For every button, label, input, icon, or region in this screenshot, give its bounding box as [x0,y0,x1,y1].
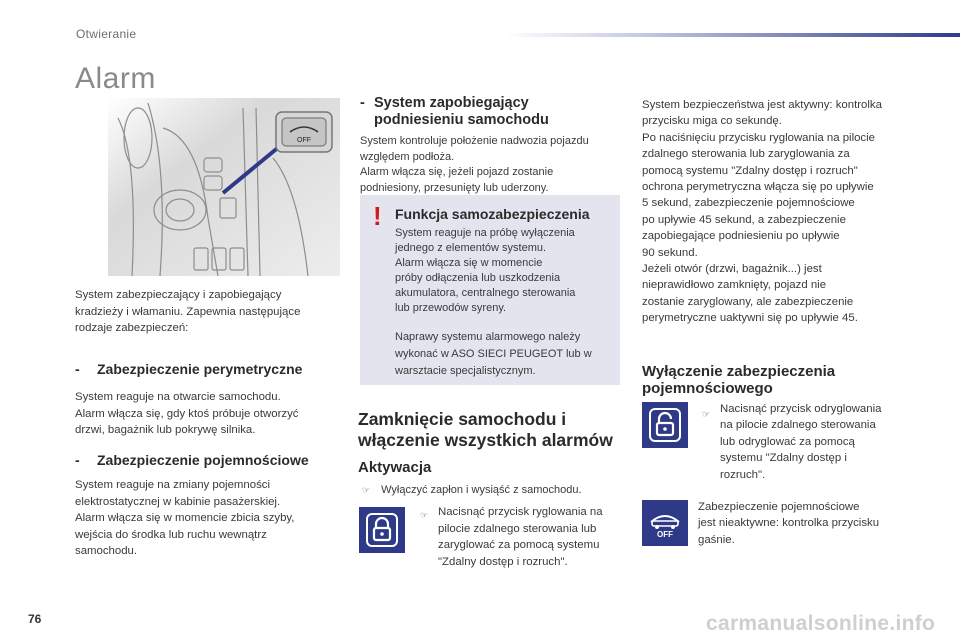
section-label: Otwieranie [76,27,137,41]
activation-step-2: Nacisnąć przycisk ryglowania na pilocie zdalnego sterowania lub zaryglować za pomocą systemu "Zdalny dostęp i rozruch". [438,506,603,568]
autoprotect-repair-text: Naprawy systemu alarmowego należy wykonać w ASO SIECI PEUGEOT lub w warsztacie specjalistycznym. [395,331,592,377]
step-bullet-icon: ☞ [702,409,711,419]
intro-text: System zabezpieczający i zapobiegający kradzieży i włamaniu. Zapewnia następujące rodzaje zabezpieczeń: [75,289,301,334]
step-bullet-icon: ☞ [420,510,429,520]
lock-icon [365,512,399,548]
watermark: carmanualsonline.info [706,612,936,635]
warning-icon: ! [373,201,382,231]
autoprotect-text: System reaguje na próbę wyłączenia jednego z elementów systemu. Alarm włącza się w momencie próby odłączenia lub uszkodzenia akumulatora, centralnego sterowania lub przewodów syreny. [395,227,576,314]
locking-heading: Zamknięcie samochodu i włączenie wszystkich alarmów [358,409,613,450]
page-title: Alarm [75,62,156,95]
tilt-text: System kontroluje położenie nadwozia pojazdu względem podłoża. Alarm włącza się, jeżeli pojazd zostanie podniesiony, przesunięty lub uderzony. [360,135,589,194]
disable-note: Zabezpieczenie pojemnościowe jest nieaktywne: kontrolka przycisku gaśnie. [698,501,880,546]
perimeter-text: System reaguje na otwarcie samochodu. Alarm włącza się, gdy ktoś próbuje otworzyć drzwi, bagażnik lub pokrywę silnika. [75,391,299,436]
header-bar [504,33,960,37]
lock-button-icon [359,507,405,553]
unlock-icon [648,407,682,443]
tilt-heading: - System zapobiegający podniesieniu samochodu [360,95,549,128]
activation-heading: Aktywacja [358,459,432,476]
volumetric-text: System reaguje na zmiany pojemności elektrostatycznej w kabinie pasażerskiej. Alarm włącza się w momencie zbicia szyby, wejścia do środka lub ruchu wewnątrz samochodu. [75,479,295,557]
autoprotect-heading: Funkcja samozabezpieczenia [395,206,590,222]
activation-step-1: ☞ Wyłączyć zapłon i wysiąść z samochodu. [362,484,582,496]
off-button-icon [642,500,688,546]
page-number: 76 [28,612,42,626]
status-text: System bezpieczeństwa jest aktywny: kontrolka przycisku miga co sekundę. Po naciśnięciu przycisku ryglowania na pilocie zdalnego sterowania lub zaryglowania za pomocą systemu "Zdalny dostęp i rozruch" ochrona perymetryczna włącza się po upływie 5 sekund, zabezpieczenie pojemnościowe po upływie 45 sekund, a zabezpieczenie zapobiegające podniesieniu po upływie 90 sekund. Jeżeli otwór (drzwi, bagażnik...) jest nieprawidłowo zamknięty, pojazd nie zostanie zaryglowany, ale zabezpieczenie perymetryczne uaktywni się po upływie 45. [642,99,882,325]
unlock-button-icon [642,402,688,448]
off-label: OFF [657,530,673,539]
console-illustration [108,98,340,276]
console-photo [108,98,340,276]
step-bullet-icon: ☞ [362,485,371,495]
car-off-icon [645,506,685,540]
perimeter-heading: - Zabezpieczenie perymetryczne [75,361,303,377]
volumetric-heading: - Zabezpieczenie pojemnościowe [75,452,309,468]
off-button-label: OFF [297,137,311,144]
disable-step: Nacisnąć przycisk odryglowania na pilocie zdalnego sterowania lub odryglować za pomocą systemu "Zdalny dostęp i rozruch". [720,403,882,481]
disable-heading: Wyłączenie zabezpieczenia pojemnościowego [642,363,836,397]
